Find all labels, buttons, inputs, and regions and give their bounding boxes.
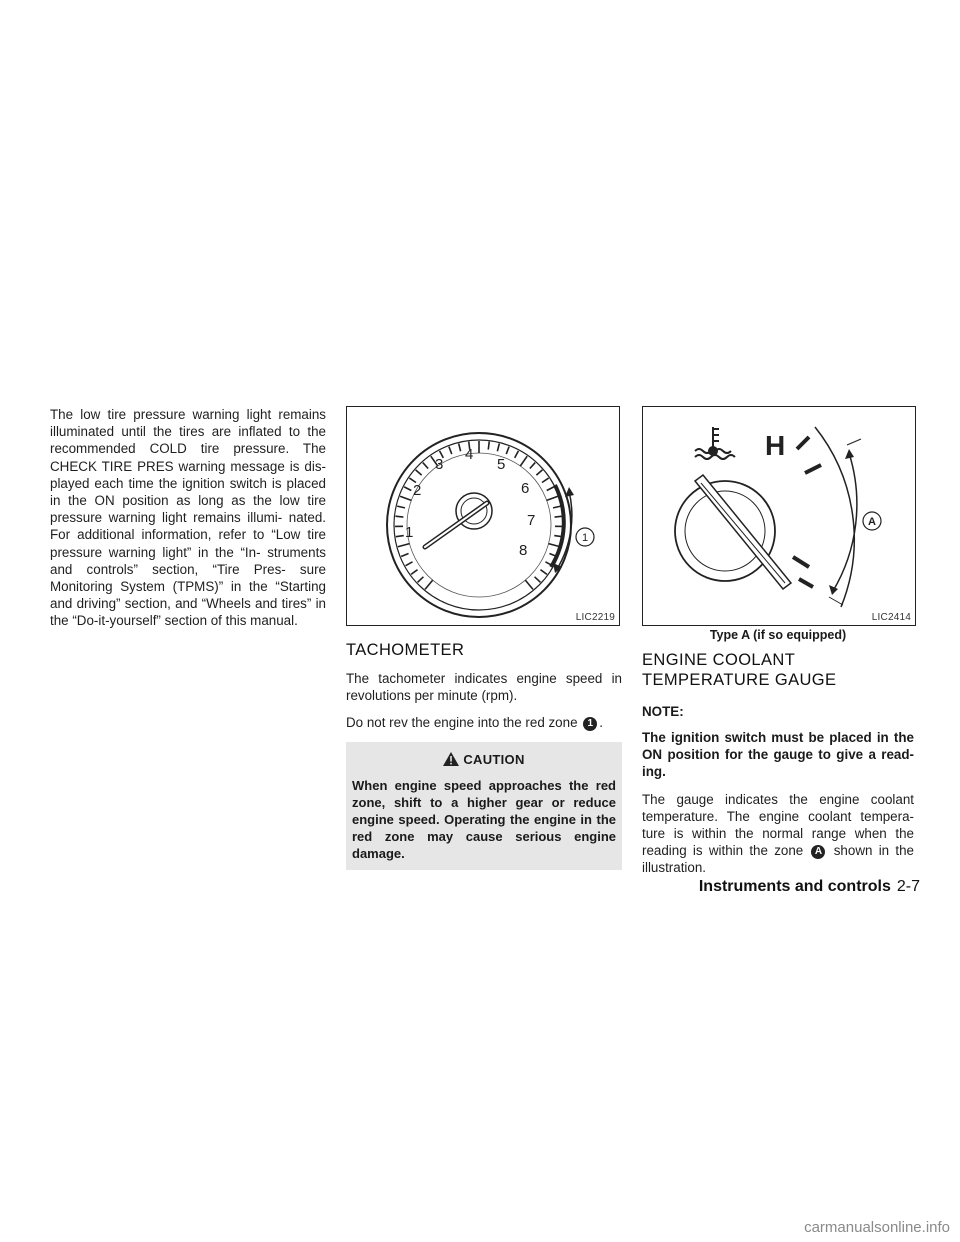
warning-triangle-icon bbox=[443, 752, 459, 769]
coolant-heading: ENGINE COOLANT TEMPERATURE GAUGE bbox=[642, 651, 837, 689]
tach-tick bbox=[555, 516, 563, 517]
tach-tick bbox=[397, 506, 405, 508]
tach-tick bbox=[449, 447, 452, 454]
caution-box bbox=[346, 742, 622, 870]
tach-number-7: 7 bbox=[527, 512, 536, 529]
tach-tick bbox=[542, 478, 549, 482]
tach-tick bbox=[525, 580, 533, 589]
tach-tick bbox=[553, 506, 561, 508]
tach-tick bbox=[488, 442, 489, 450]
tachometer-illustration bbox=[347, 407, 621, 627]
tach-number-5: 5 bbox=[497, 456, 506, 473]
tach-tick bbox=[547, 487, 554, 491]
tach-tick bbox=[497, 443, 499, 451]
tach-tick bbox=[396, 536, 404, 537]
tach-tick bbox=[536, 470, 542, 475]
caution-title: CAUTION bbox=[463, 751, 525, 767]
left-column bbox=[50, 406, 326, 640]
watermark: carmanualsonline.info bbox=[804, 1219, 950, 1236]
tach-tick bbox=[425, 580, 433, 589]
coolant-figure-code: LIC2414 bbox=[871, 612, 911, 623]
tach-tick bbox=[540, 570, 546, 575]
right-column bbox=[642, 406, 914, 887]
tach-tick bbox=[406, 562, 413, 566]
page-footer bbox=[650, 878, 920, 896]
tach-number-4: 4 bbox=[465, 446, 474, 463]
tach-number-6: 6 bbox=[521, 480, 530, 497]
coolant-gauge-illustration bbox=[643, 407, 915, 627]
tpms-paragraph: The low tire pressure warning light remains illuminated until the tires are inflated to the recommended COLD tire pressure. The CHECK TIRE PRES warning message is dis- played each time the ignition switch is placed in the ON position as long as the low tire pressure warning light remains illumi- nated. For additional information, refer to “Low tire pressure warning light” in the “In- struments and controls” section, “Tire Pres- sure Monitoring System (TPMS)” in the “Starting and driving” section, and “Wheels and tires” in the “Do-it-yourself” section of this manual. bbox=[50, 407, 326, 629]
tach-tick bbox=[423, 463, 428, 469]
tach-tick bbox=[418, 577, 424, 582]
tach-tick bbox=[515, 451, 519, 458]
callout-1-icon: 1 bbox=[583, 717, 597, 731]
footer-section-title: Instruments and controls bbox=[698, 878, 891, 895]
caution-text: When engine speed approaches the red zone, shift to a higher gear or reduce engine speed. Operating the engine in the red zone may cause serious engine damage. bbox=[352, 777, 616, 861]
hot-label: H bbox=[765, 430, 786, 461]
tach-tick bbox=[459, 443, 461, 451]
tach-tick bbox=[520, 456, 527, 466]
note-label: NOTE: bbox=[642, 704, 684, 719]
coolant-paragraph-text: The gauge indicates the engine coolant temperature. The engine coolant tempera- ture is within the normal range when the reading is within the zone bbox=[642, 791, 914, 859]
tach-tick bbox=[535, 577, 541, 582]
coolant-paragraph bbox=[642, 791, 914, 877]
tachometer-paragraph-1: The tachometer indicates engine speed in revolutions per minute (rpm). bbox=[346, 671, 622, 704]
coolant-paragraph-end: shown in the illustration. bbox=[642, 843, 914, 876]
tach-tick bbox=[547, 496, 558, 500]
tach-number-3: 3 bbox=[435, 456, 444, 473]
tach-tick bbox=[398, 544, 410, 547]
tach-tick bbox=[530, 463, 535, 469]
tach-number-1: 1 bbox=[405, 524, 414, 541]
tach-tick bbox=[401, 553, 408, 556]
tach-number-2: 2 bbox=[413, 482, 422, 499]
tach-tick bbox=[400, 496, 411, 500]
coolant-callout-label: A bbox=[868, 516, 876, 528]
coolant-gauge-figure bbox=[642, 406, 916, 626]
tach-tick bbox=[395, 516, 403, 517]
tach-callout-label: 1 bbox=[581, 532, 589, 544]
tachometer-figure bbox=[346, 406, 620, 626]
middle-column bbox=[346, 406, 622, 870]
tach-tick bbox=[506, 447, 509, 454]
coolant-temperature-icon bbox=[695, 427, 735, 459]
tach-tick bbox=[404, 487, 411, 491]
tachometer-paragraph-2-end: . bbox=[599, 715, 603, 731]
tach-tick bbox=[416, 470, 422, 475]
caution-heading bbox=[352, 752, 616, 769]
tachometer-paragraph-2 bbox=[346, 714, 622, 731]
page-number: 2-7 bbox=[896, 878, 920, 895]
tachometer-heading: TACHOMETER bbox=[346, 641, 465, 659]
note-text: The ignition switch must be placed in the ON position for the gauge to give a read- ing. bbox=[642, 730, 914, 780]
tach-tick bbox=[411, 570, 417, 575]
tachometer-paragraph-2-text: Do not rev the engine into the red zone bbox=[346, 715, 578, 731]
coolant-figure-caption: Type A (if so equipped) bbox=[709, 628, 847, 642]
tach-number-8: 8 bbox=[519, 542, 528, 559]
callout-a-icon: A bbox=[811, 845, 825, 859]
tachometer-figure-code: LIC2219 bbox=[575, 612, 615, 623]
